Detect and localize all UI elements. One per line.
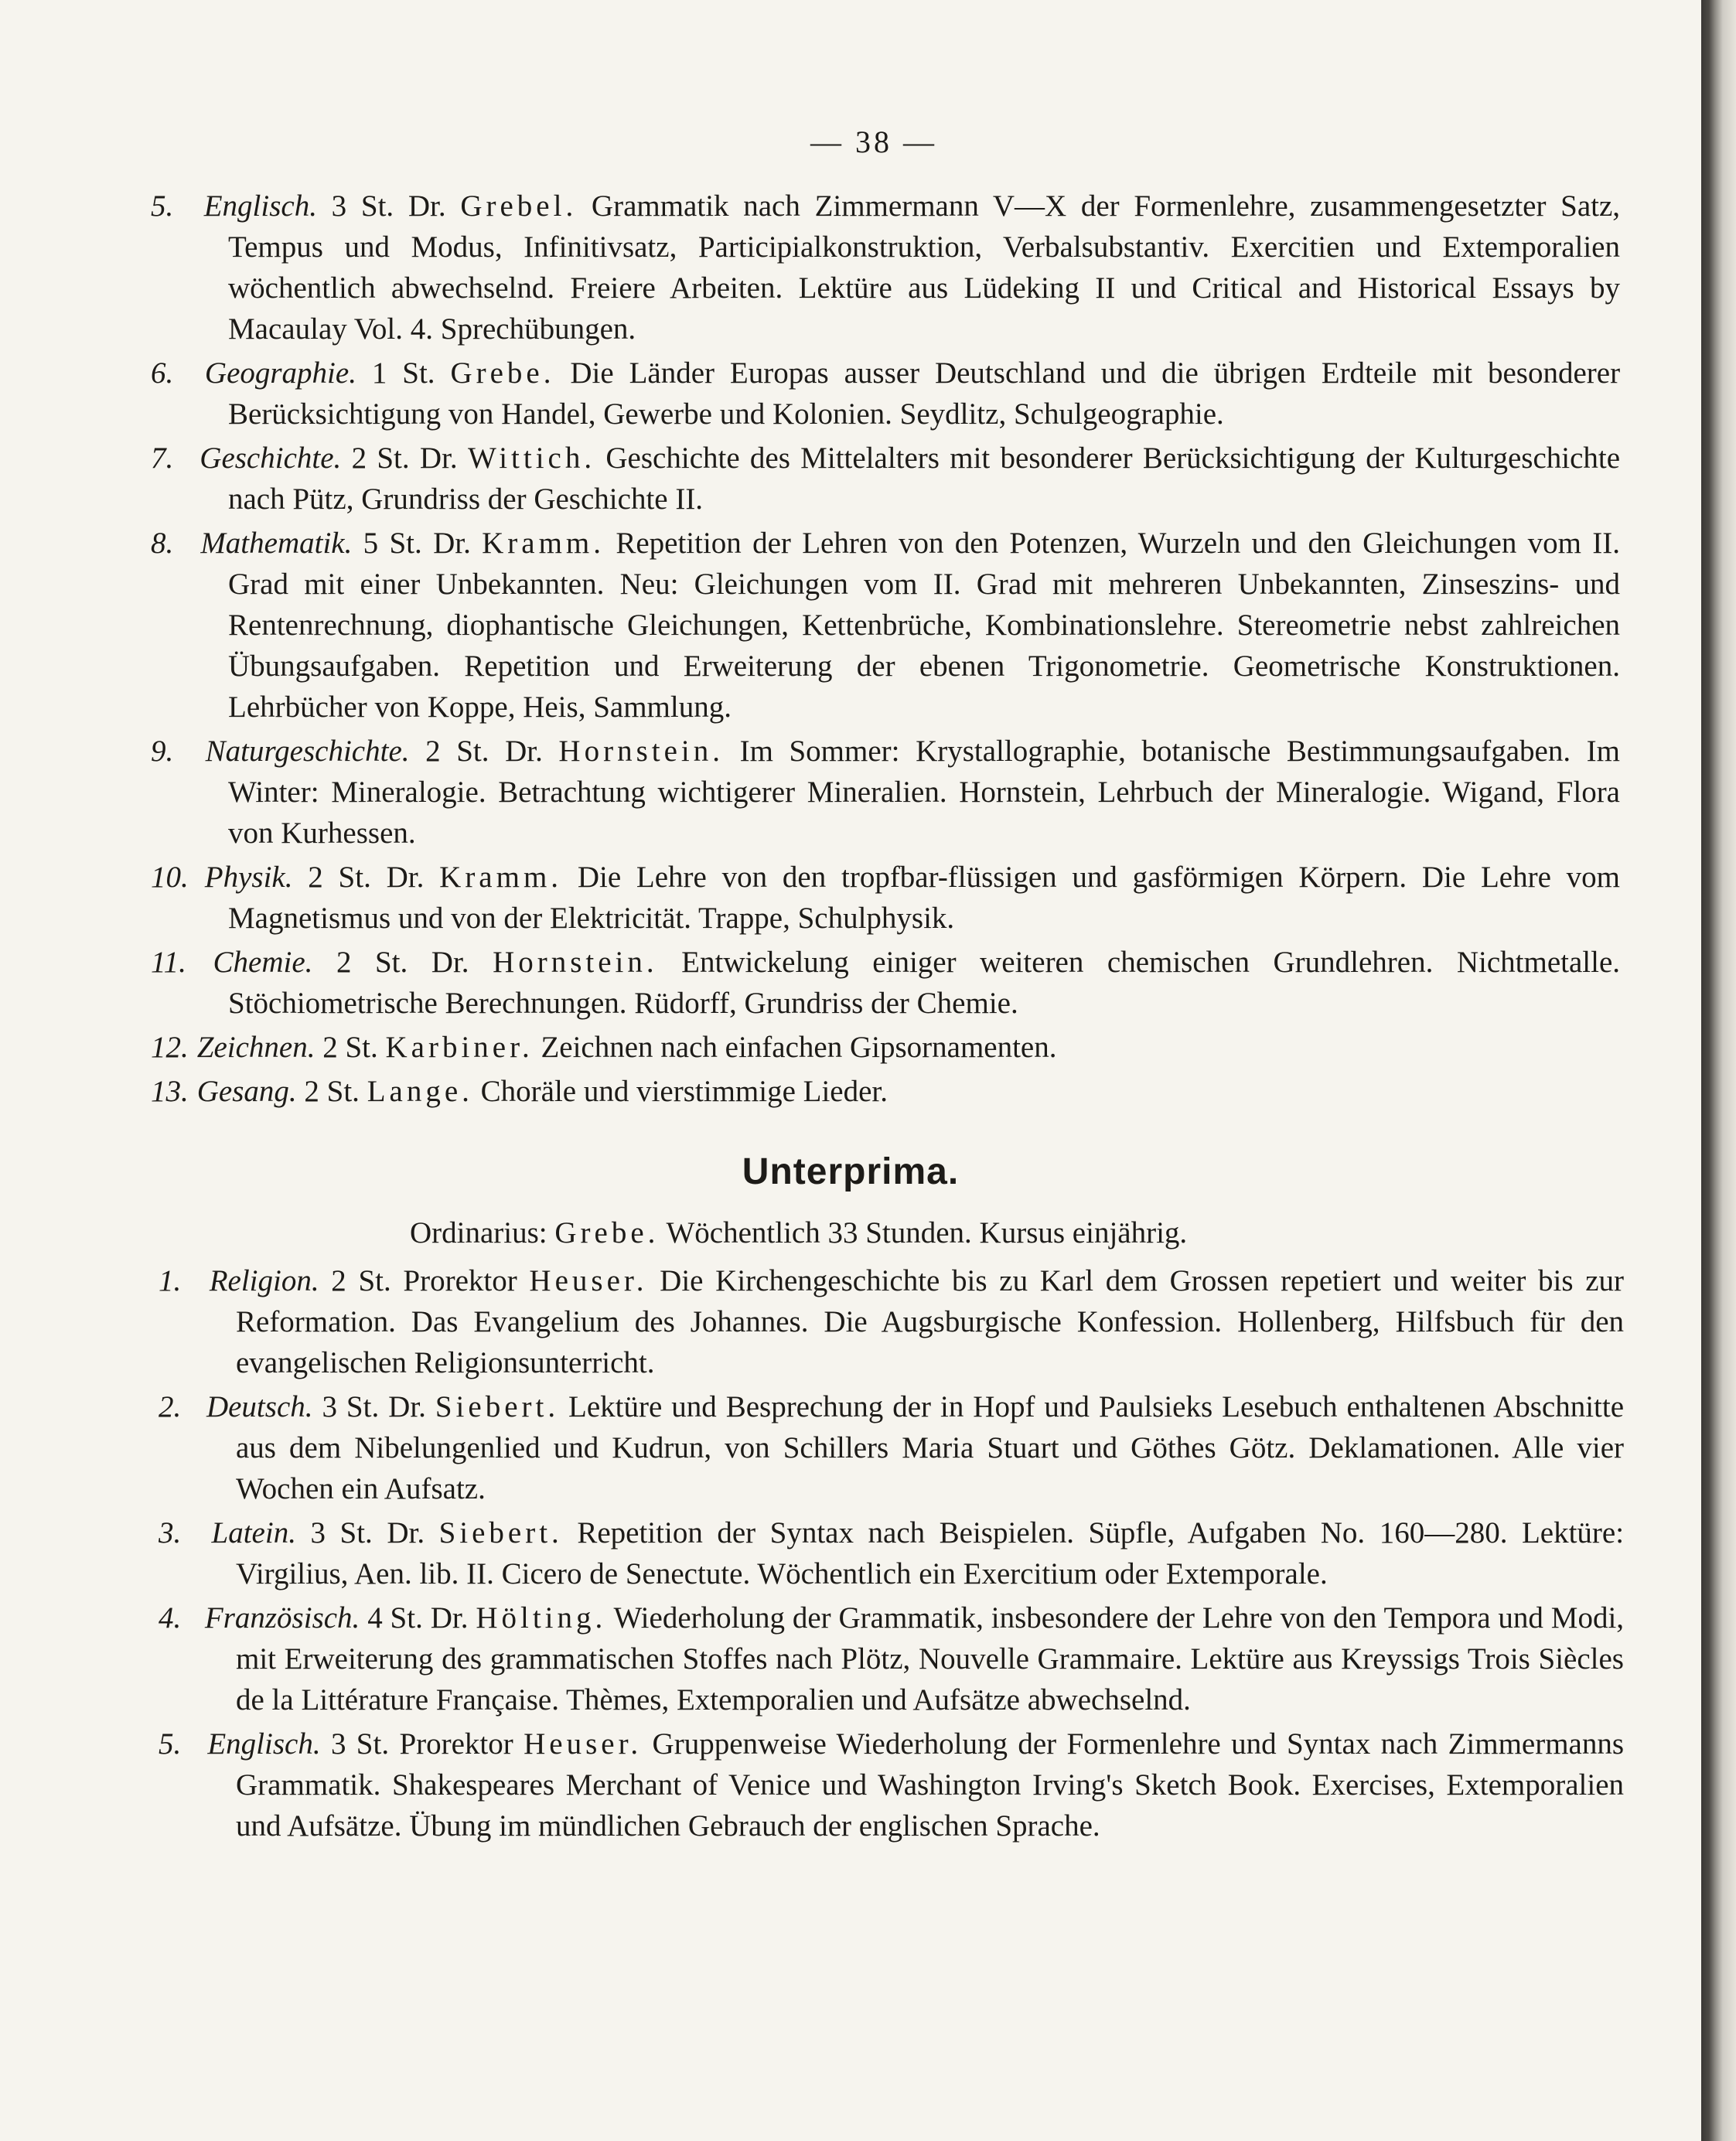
- teacher: Wittich.: [467, 441, 596, 475]
- entry-zeichnen: 12. Zeichnen. 2 St. Karbiner. Zeichnen nach einfachen Gipsornamenten.: [151, 1031, 1057, 1064]
- subject: Gesang.: [196, 1075, 297, 1108]
- section-heading-unterprima: Unterprima.: [742, 1151, 960, 1192]
- entry-gesang: 13. Gesang. 2 St. Lange. Choräle und vierstimmige Lieder.: [151, 1075, 888, 1108]
- teacher: Heuser.: [524, 1727, 643, 1761]
- subject: Geschichte.: [200, 441, 342, 475]
- subject: Latein.: [211, 1516, 296, 1549]
- subject: Chemie.: [213, 946, 313, 979]
- section-obersekunda-continued: [151, 186, 1620, 1115]
- teacher: Grebel.: [460, 189, 578, 223]
- teacher: Hornstein.: [558, 735, 724, 768]
- teacher: Heuser.: [529, 1264, 648, 1297]
- teacher: Kramm.: [482, 527, 605, 560]
- subject: Naturgeschichte.: [205, 735, 410, 768]
- entry-englisch: 5. Englisch. 3 St. Dr. Grebel. Grammatik nach Zimmermann V—X der Formenlehre, zusammengesetzter Satz, Tempus und Modus, Infinitivsatz, Participialkonstruktion, Verbalsubstantiv. Exercitien und Extemporalien wöchentlich abwechselnd. Freiere Arbeiten. Lektüre aus Lüdeking II und Critical and Historical Essays by Macaulay Vol. 4. Sprechübungen.: [151, 189, 1621, 346]
- teacher: Grebe.: [450, 356, 555, 390]
- subject: Geographie.: [204, 356, 356, 390]
- teacher: Siebert.: [438, 1516, 563, 1549]
- subject: Mathematik.: [200, 527, 353, 560]
- teacher: Lange.: [367, 1075, 473, 1108]
- entry-chemie: 11. Chemie. 2 St. Dr. Hornstein. Entwickelung einiger weiteren chemischen Grundlehren. Nichtmetalle. Stöchiometrische Berechnungen. Rüdorff, Grundriss der Chemie.: [151, 946, 1621, 1020]
- subject: Religion.: [209, 1264, 319, 1297]
- entry-franzoesisch: 4. Französisch. 4 St. Dr. Hölting. Wiederholung der Grammatik, insbesondere der Lehre von den Tempora und Modi, mit Erweiterung des grammatischen Stoffes nach Plötz, Nouvelle Grammaire. Lektüre aus Kreyssigs Trois Siècles de la Littérature Française. Thèmes, Extemporalien und Aufsätze abwechselnd.: [159, 1601, 1625, 1717]
- entry-naturgeschichte: 9. Naturgeschichte. 2 St. Dr. Hornstein. Im Sommer: Krystallographie, botanische Bestimmungsaufgaben. Im Winter: Mineralogie. Betrachtung wichtigerer Mineralien. Hornstein, Lehrbuch der Mineralogie. Wigand, Flora von Kurhessen.: [151, 735, 1620, 850]
- entry-deutsch: 2. Deutsch. 3 St. Dr. Siebert. Lektüre und Besprechung der in Hopf und Paulsieks Lesebuch enthaltenen Abschnitte aus dem Nibelungenlied und Kudrun, von Schillers Maria Stuart und Göthes Götz. Deklamationen. Alle vier Wochen ein Aufsatz.: [159, 1390, 1625, 1505]
- subject: Physik.: [204, 861, 293, 894]
- subject: Französisch.: [204, 1601, 360, 1635]
- ordinarius-line: Ordinarius: Grebe. Wöchentlich 33 Stunden. Kursus einjährig.: [410, 1216, 1188, 1249]
- entry-geschichte: 7. Geschichte. 2 St. Dr. Wittich. Geschichte des Mittelalters mit besonderer Berücksichtigung der Kulturgeschichte nach Pütz, Grundriss der Geschichte II.: [151, 441, 1621, 516]
- entry-geographie: 6. Geographie. 1 St. Grebe. Die Länder Europas ausser Deutschland und die übrigen Erdteile mit besonderer Berücksichtigung von Handel, Gewerbe und Kolonien. Seydlitz, Schulgeographie.: [151, 356, 1621, 431]
- entry-mathematik: 8. Mathematik. 5 St. Dr. Kramm. Repetition der Lehren von den Potenzen, Wurzeln und den Gleichungen vom II. Grad mit einer Unbekannten. Neu: Gleichungen vom II. Grad mit mehreren Unbekannten, Zinseszins- und Rentenrechnung, diophantische Gleichungen, Kettenbrüche, Kombinationslehre. Stereometrie nebst zahlreichen Übungsaufgaben. Repetition und Erweiterung der ebenen Trigonometrie. Geometrische Konstruktionen. Lehrbücher von Koppe, Heis, Sammlung.: [151, 527, 1621, 724]
- subject: Deutsch.: [206, 1390, 313, 1423]
- teacher: Karbiner.: [385, 1031, 534, 1064]
- entry-latein: 3. Latein. 3 St. Dr. Siebert. Repetition der Syntax nach Beispielen. Süpfle, Aufgaben No. 160—280. Lektüre: Virgilius, Aen. lib. II. Cicero de Senectute. Wöchentlich ein Exercitium oder Extemporale.: [159, 1516, 1625, 1590]
- entry-englisch-unterprima: 5. Englisch. 3 St. Prorektor Heuser. Gruppenweise Wiederholung der Formenlehre und Syntax nach Zimmermanns Grammatik. Shakespeares Merchant of Venice und Washington Irving's Sketch Book. Exercises, Extemporalien und Aufsätze. Übung im mündlichen Gebrauch der englischen Sprache.: [159, 1727, 1625, 1843]
- teacher: Hölting.: [476, 1601, 607, 1635]
- book-spine-shadow: [1701, 0, 1736, 2141]
- section-unterprima: [159, 1260, 1624, 1850]
- subject: Englisch.: [207, 1727, 321, 1761]
- teacher: Kramm.: [439, 861, 563, 894]
- teacher: Hornstein.: [493, 946, 658, 979]
- teacher: Siebert.: [435, 1390, 560, 1423]
- entry-religion: 1. Religion. 2 St. Prorektor Heuser. Die Kirchengeschichte bis zu Karl dem Grossen repetiert und weiter bis zur Reformation. Das Evangelium des Johannes. Die Augsburgische Konfession. Hollenberg, Hilfsbuch für den evangelischen Religionsunterricht.: [159, 1264, 1624, 1379]
- page-number: — 38 —: [810, 124, 937, 159]
- entry-physik: 10. Physik. 2 St. Dr. Kramm. Die Lehre von den tropfbar-flüssigen und gasförmigen Körpern. Die Lehre vom Magnetismus und von der Elektricität. Trappe, Schulphysik.: [151, 861, 1621, 935]
- subject: Englisch.: [203, 189, 317, 223]
- subject: Zeichnen.: [196, 1031, 315, 1064]
